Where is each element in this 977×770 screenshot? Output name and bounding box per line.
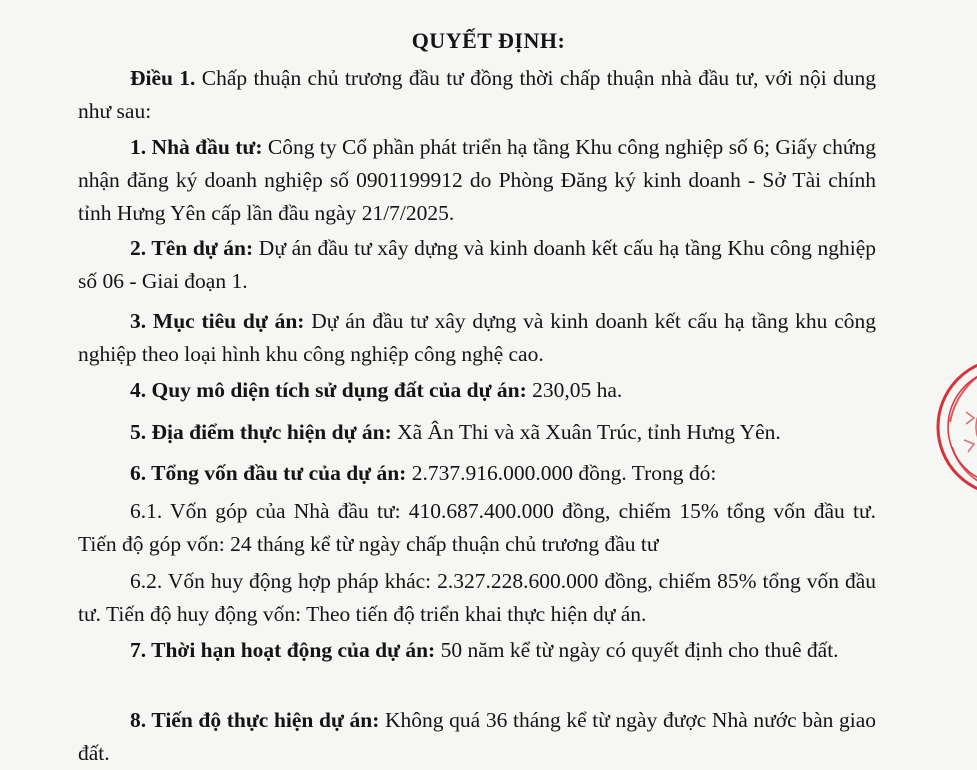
item-land-area [78, 374, 876, 407]
item-schedule [78, 704, 876, 770]
item-investor [78, 131, 876, 230]
item-text: 6.1. Vốn góp của Nhà đầu tư: 410.687.400.000 đồng, chiếm 15% tổng vốn đầu tư. Tiến độ góp vốn: 24 tháng kể từ ngày chấp thuận chủ trương đầu tư [78, 499, 876, 556]
item-label: 5. Địa điểm thực hiện dự án: [130, 420, 392, 444]
item-text: 6.2. Vốn huy động hợp pháp khác: 2.327.228.600.000 đồng, chiếm 85% tổng vốn đầu tư. Tiến độ huy động vốn: Theo tiến độ triển khai thực hiện dự án. [78, 569, 876, 626]
article-1-text: Chấp thuận chủ trương đầu tư đồng thời chấp thuận nhà đầu tư, với nội dung như sau: [78, 66, 876, 123]
item-text: Dự án đầu tư xây dựng và kinh doanh kết cấu hạ tầng Khu công nghiệp số 06 - Giai đoạn 1. [78, 236, 876, 293]
item-text: 50 năm kể từ ngày có quyết định cho thuê đất. [440, 638, 839, 662]
item-text: Công ty Cổ phần phát triển hạ tầng Khu công nghiệp số 6; Giấy chứng nhận đăng ký doanh nghiệp số 0901199912 do Phòng Đăng ký kinh doanh - Sở Tài chính tỉnh Hưng Yên cấp lần đầu ngày 21/7/2025. [78, 135, 877, 225]
item-label: 3. Mục tiêu dự án: [130, 309, 305, 333]
item-text: Xã Ân Thi và xã Xuân Trúc, tỉnh Hưng Yên. [397, 420, 781, 444]
item-text: 2.737.916.000.000 đồng. Trong đó: [411, 461, 717, 485]
item-label: 8. Tiến độ thực hiện dự án: [130, 708, 380, 732]
item-label: 1. Nhà đầu tư: [130, 135, 263, 159]
item-label: 7. Thời hạn hoạt động của dự án: [130, 638, 436, 662]
item-text: Dự án đầu tư xây dựng và kinh doanh kết cấu hạ tầng khu công nghiệp theo loại hình khu công nghiệp công nghệ cao. [78, 309, 876, 366]
item-investor-capital [78, 495, 876, 561]
item-label: 2. Tên dự án: [130, 236, 254, 260]
item-location [78, 416, 876, 449]
article-1-paragraph [78, 62, 876, 128]
item-text: 230,05 ha. [532, 378, 623, 402]
item-project-name [78, 232, 876, 298]
item-project-objective [78, 305, 876, 371]
article-1-label: Điều 1. [130, 66, 196, 90]
item-mobilized-capital [78, 565, 876, 631]
item-text: Không quá 36 tháng kể từ ngày được Nhà nước bàn giao đất. [78, 708, 877, 765]
item-operation-term [78, 634, 876, 667]
decision-heading: QUYẾT ĐỊNH: [411, 28, 566, 53]
item-label: 6. Tổng vốn đầu tư của dự án: [130, 461, 407, 485]
red-seal-stamp [936, 352, 977, 502]
item-label: 4. Quy mô diện tích sử dụng đất của dự án: [130, 378, 527, 402]
item-total-investment [78, 457, 876, 490]
